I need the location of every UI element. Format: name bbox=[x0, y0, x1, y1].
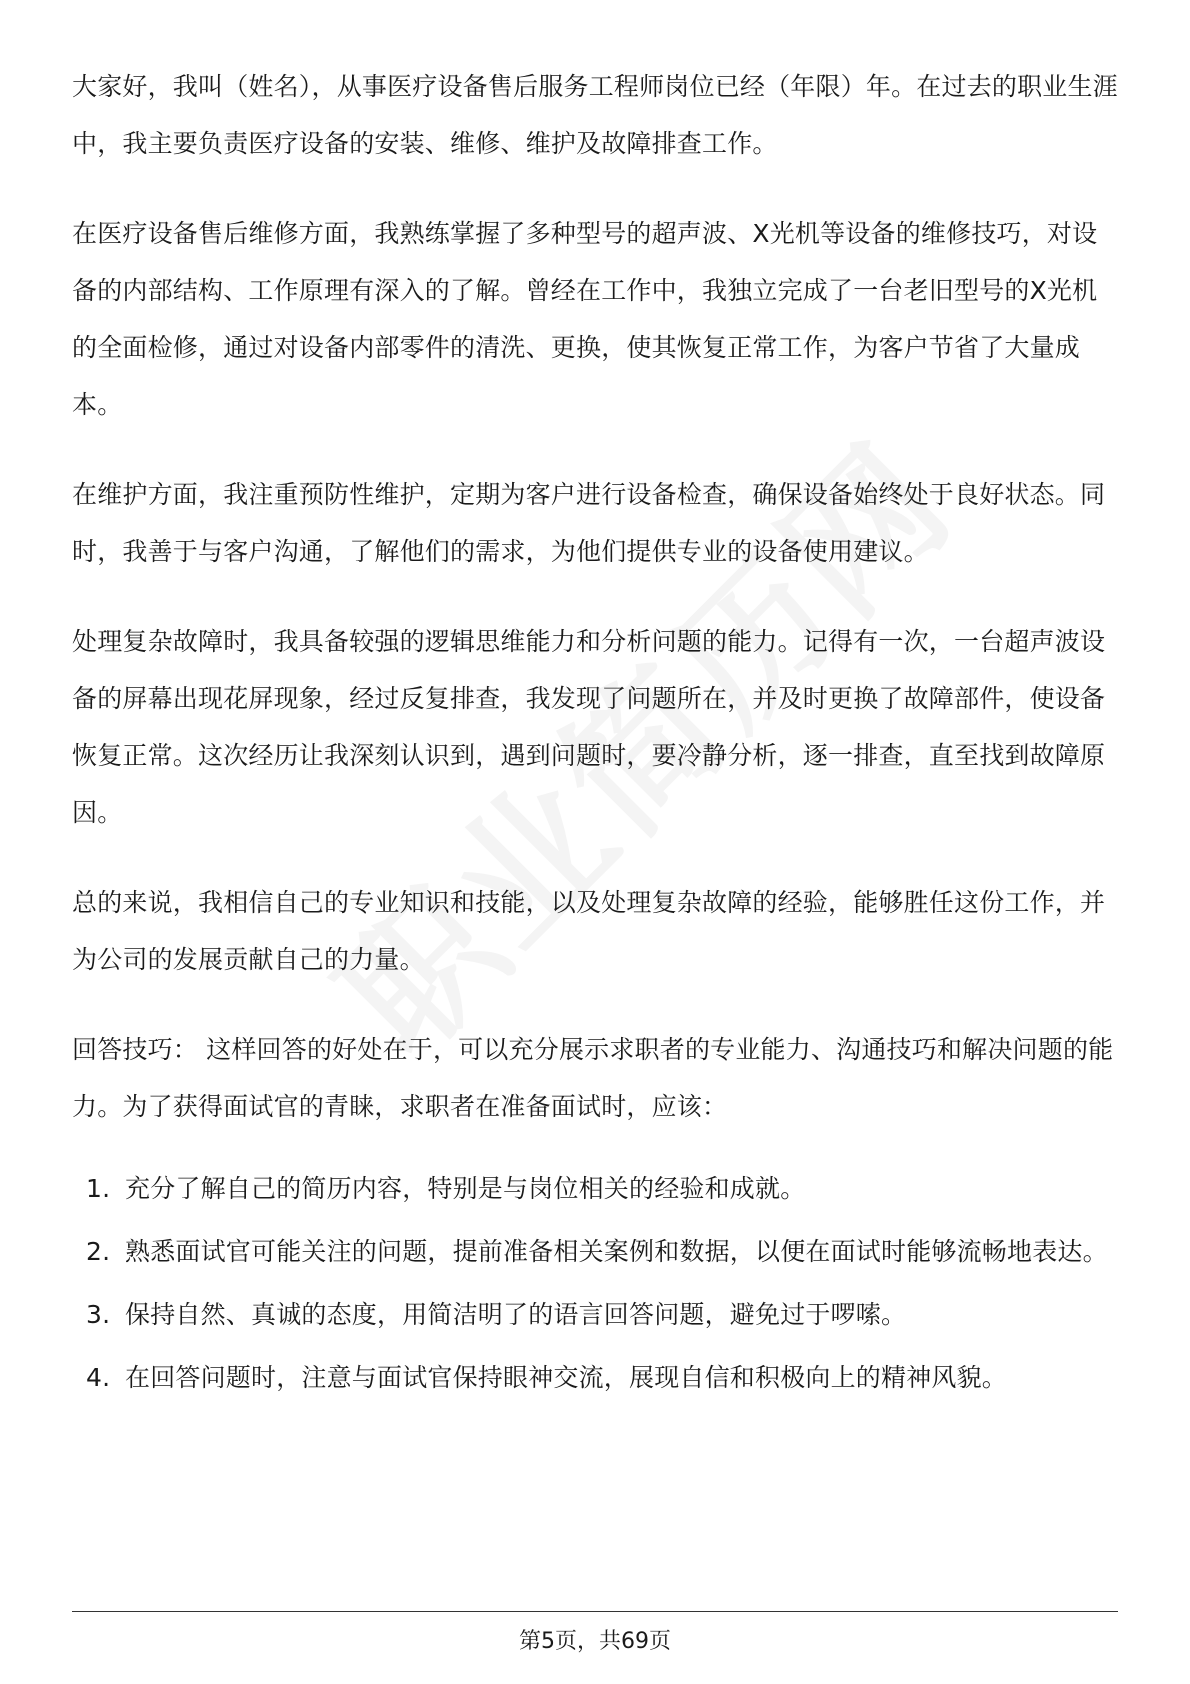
paragraph-maintenance: 在维护方面，我注重预防性维护，定期为客户进行设备检查，确保设备始终处于良好状态。同时，我善于与客户沟通，了解他们的需求，为他们提供专业的设备使用建议。 bbox=[72, 480, 1106, 566]
list-item-text: 熟悉面试官可能关注的问题，提前准备相关案例和数据，以便在面试时能够流畅地表达。 bbox=[125, 1237, 1108, 1266]
document-body bbox=[72, 58, 1118, 1413]
list-item-text: 保持自然、真诚的态度，用简洁明了的语言回答问题，避免过于啰嗦。 bbox=[125, 1300, 907, 1329]
paragraph-summary: 总的来说，我相信自己的专业知识和技能，以及处理复杂故障的经验，能够胜任这份工作，并为公司的发展贡献自己的力量。 bbox=[72, 888, 1106, 974]
list-item-number: 1. bbox=[86, 1174, 111, 1203]
paragraph-answer-tips: 回答技巧： 这样回答的好处在于，可以充分展示求职者的专业能力、沟通技巧和解决问题的能力。为了获得面试官的青睐，求职者在准备面试时，应该： bbox=[72, 1035, 1114, 1121]
page-number: 第5页，共69页 bbox=[519, 1629, 671, 1654]
list-item bbox=[72, 1224, 1118, 1279]
list-item bbox=[72, 1161, 1118, 1216]
list-item-text: 充分了解自己的简历内容，特别是与岗位相关的经验和成就。 bbox=[125, 1174, 806, 1203]
list-item-number: 3. bbox=[86, 1300, 111, 1329]
paragraph-intro: 大家好，我叫（姓名），从事医疗设备售后服务工程师岗位已经（年限）年。在过去的职业生涯中，我主要负责医疗设备的安装、维修、维护及故障排查工作。 bbox=[72, 72, 1118, 158]
paragraph-troubleshooting: 处理复杂故障时，我具备较强的逻辑思维能力和分析问题的能力。记得有一次，一台超声波设备的屏幕出现花屏现象，经过反复排查，我发现了问题所在，并及时更换了故障部件，使设备恢复正常。这次经历让我深刻认识到，遇到问题时，要冷静分析，逐一排查，直至找到故障原因。 bbox=[72, 627, 1106, 827]
list-item-text: 在回答问题时，注意与面试官保持眼神交流，展现自信和积极向上的精神风貌。 bbox=[125, 1363, 1008, 1392]
tips-list bbox=[72, 1161, 1118, 1405]
paragraph-repair: 在医疗设备售后维修方面，我熟练掌握了多种型号的超声波、X光机等设备的维修技巧，对设备的内部结构、工作原理有深入的了解。曾经在工作中，我独立完成了一台老旧型号的X光机的全面检修，通过对设备内部零件的清洗、更换，使其恢复正常工作，为客户节省了大量成本。 bbox=[72, 219, 1098, 419]
list-item bbox=[72, 1287, 1118, 1342]
list-item-number: 4. bbox=[86, 1363, 111, 1392]
footer-divider bbox=[72, 1611, 1118, 1612]
list-item bbox=[72, 1350, 1118, 1405]
list-item-number: 2. bbox=[86, 1237, 111, 1266]
